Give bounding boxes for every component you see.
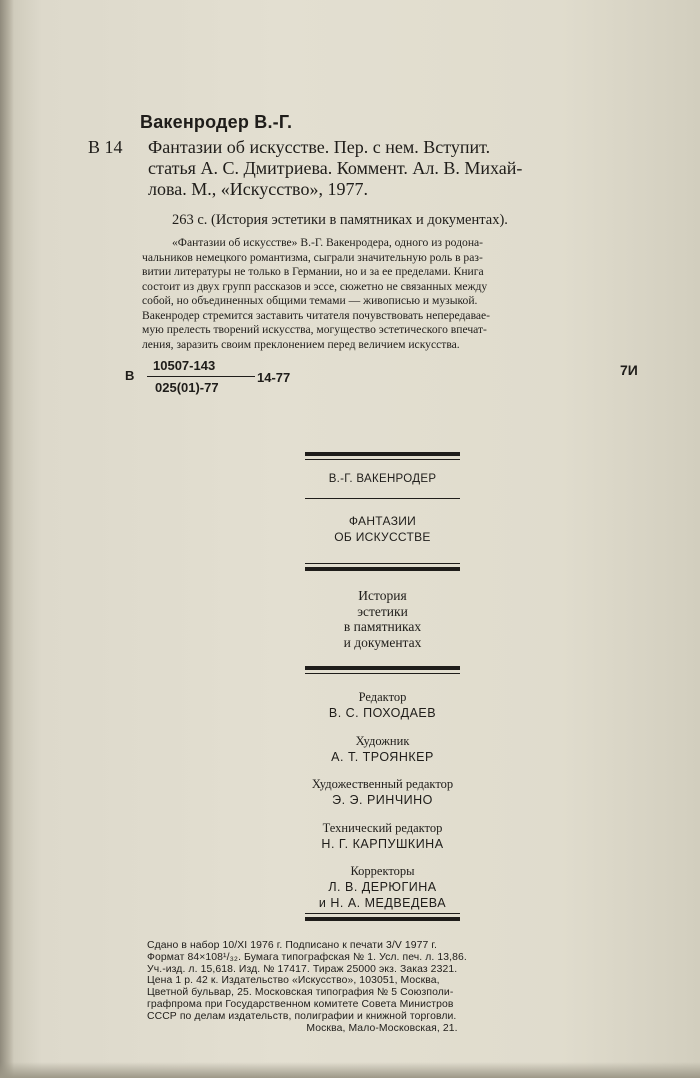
- series-line: эстетики: [357, 603, 408, 619]
- divider-rule: [305, 563, 460, 564]
- description-line: статья А. С. Дмитриева. Коммент. Ал. В. Михай-: [148, 158, 523, 178]
- credit-role: Технический редактор: [322, 821, 443, 835]
- annotation-line: витии литературы не только в Германии, но и за ее пределами. Книга: [142, 265, 484, 278]
- divider-rule: [305, 452, 460, 456]
- credit-proofreaders: [270, 864, 495, 911]
- annotation-line: «Фантазии об искусстве» В.-Г. Вакенродера, одного из родона-: [172, 236, 484, 249]
- series-line: История: [358, 588, 407, 603]
- divider-rule: [305, 666, 460, 670]
- card-pages-series: 263 с. (История эстетики в памятниках и документах).: [172, 212, 508, 228]
- credit-editor: [270, 690, 495, 721]
- colophon-line: Москва, Мало-Московская, 21.: [306, 1022, 458, 1034]
- credit-name: В. С. ПОХОДАЕВ: [328, 706, 437, 720]
- colophon-line: Цена 1 р. 42 к. Издательство «Искусство», 103051, Москва,: [147, 975, 440, 987]
- imprint-author: В.-Г. ВАКЕНРОДЕР: [328, 473, 437, 485]
- credit-role: Художник: [355, 734, 410, 748]
- annotation-line: ления, заразить своим преклонением перед величием искусства.: [142, 337, 460, 351]
- colophon-line: Формат 84×108¹/₃₂. Бумага типографская № 1. Усл. печ. л. 13,86.: [147, 951, 467, 963]
- book-title-line: ФАНТАЗИИ: [348, 514, 417, 528]
- divider-rule: [305, 567, 460, 571]
- classification-suffix: 14-77: [257, 370, 291, 385]
- credit-name: А. Т. ТРОЯНКЕР: [331, 750, 434, 764]
- credit-name: Л. В. ДЕРЮГИНА: [328, 880, 437, 894]
- colophon-line: графпрома при Государственном комитете Совета Министров: [147, 998, 454, 1010]
- description-line: Фантазии об искусстве. Пер. с нем. Вступит.: [148, 137, 491, 157]
- credit-name: Н. Г. КАРПУШКИНА: [321, 837, 444, 851]
- card-call-number: В 14: [88, 137, 123, 157]
- colophon-line: Уч.-изд. л. 15,618. Изд. № 17417. Тираж 25000 экз. Заказ 2321.: [147, 963, 458, 975]
- credit-artist: [270, 734, 495, 765]
- fraction-bar: [147, 376, 255, 377]
- series-line: в памятниках: [343, 619, 422, 634]
- book-title: [305, 513, 460, 545]
- classification-index: [125, 358, 325, 398]
- divider-rule: [305, 913, 460, 914]
- page-bottom-shadow: [0, 1062, 700, 1078]
- price-code: 7И: [620, 362, 638, 378]
- credit-name: Э. Э. РИНЧИНО: [332, 793, 433, 807]
- divider-rule: [305, 498, 460, 499]
- credit-art-editor: [270, 777, 495, 808]
- credit-tech-editor: [270, 821, 495, 852]
- credit-name: и Н. А. МЕДВЕДЕВА: [318, 896, 447, 910]
- annotation-line: собой, но объединенных общими темами — живописью и музыкой.: [142, 294, 478, 307]
- annotation-line: чальников немецкого романтизма, сыграли значительную роль в раз-: [142, 250, 483, 264]
- page-gutter-shadow: [0, 0, 14, 1078]
- annotation-line: Вакенродер стремится заставить читателя почувствовать непередавае-: [142, 308, 491, 322]
- classification-letter: В: [125, 368, 135, 383]
- divider-rule: [305, 459, 460, 460]
- colophon-line: Цветной бульвар, 25. Московская типография № 5 Союзполи-: [147, 987, 454, 999]
- credit-role: Художественный редактор: [311, 777, 454, 791]
- divider-rule: [305, 917, 460, 921]
- classification-numerator: 10507-143: [153, 358, 216, 373]
- annotation-line: состоит из двух групп рассказов и эссе, сюжетно не связанных между: [142, 279, 488, 293]
- card-author: Вакенродер В.-Г.: [140, 112, 293, 132]
- card-annotation: [142, 236, 690, 352]
- colophon-line: Сдано в набор 10/XI 1976 г. Подписано к печати 3/V 1977 г.: [147, 940, 438, 951]
- classification-denominator: 025(01)-77: [155, 380, 219, 395]
- credit-role: Корректоры: [350, 864, 415, 878]
- book-title-line: ОБ ИСКУССТВЕ: [334, 530, 431, 544]
- description-line: лова. М., «Искусство», 1977.: [148, 179, 368, 199]
- series-line: и документах: [343, 634, 422, 650]
- colophon: [147, 940, 617, 1034]
- card-description: [148, 137, 694, 200]
- series-title: [305, 588, 460, 650]
- colophon-line: СССР по делам издательств, полиграфии и книжной торговли.: [147, 1010, 457, 1022]
- annotation-line: мую прелесть творений искусства, могущество эстетического впечат-: [142, 323, 487, 336]
- credit-role: Редактор: [358, 690, 407, 704]
- divider-rule: [305, 673, 460, 674]
